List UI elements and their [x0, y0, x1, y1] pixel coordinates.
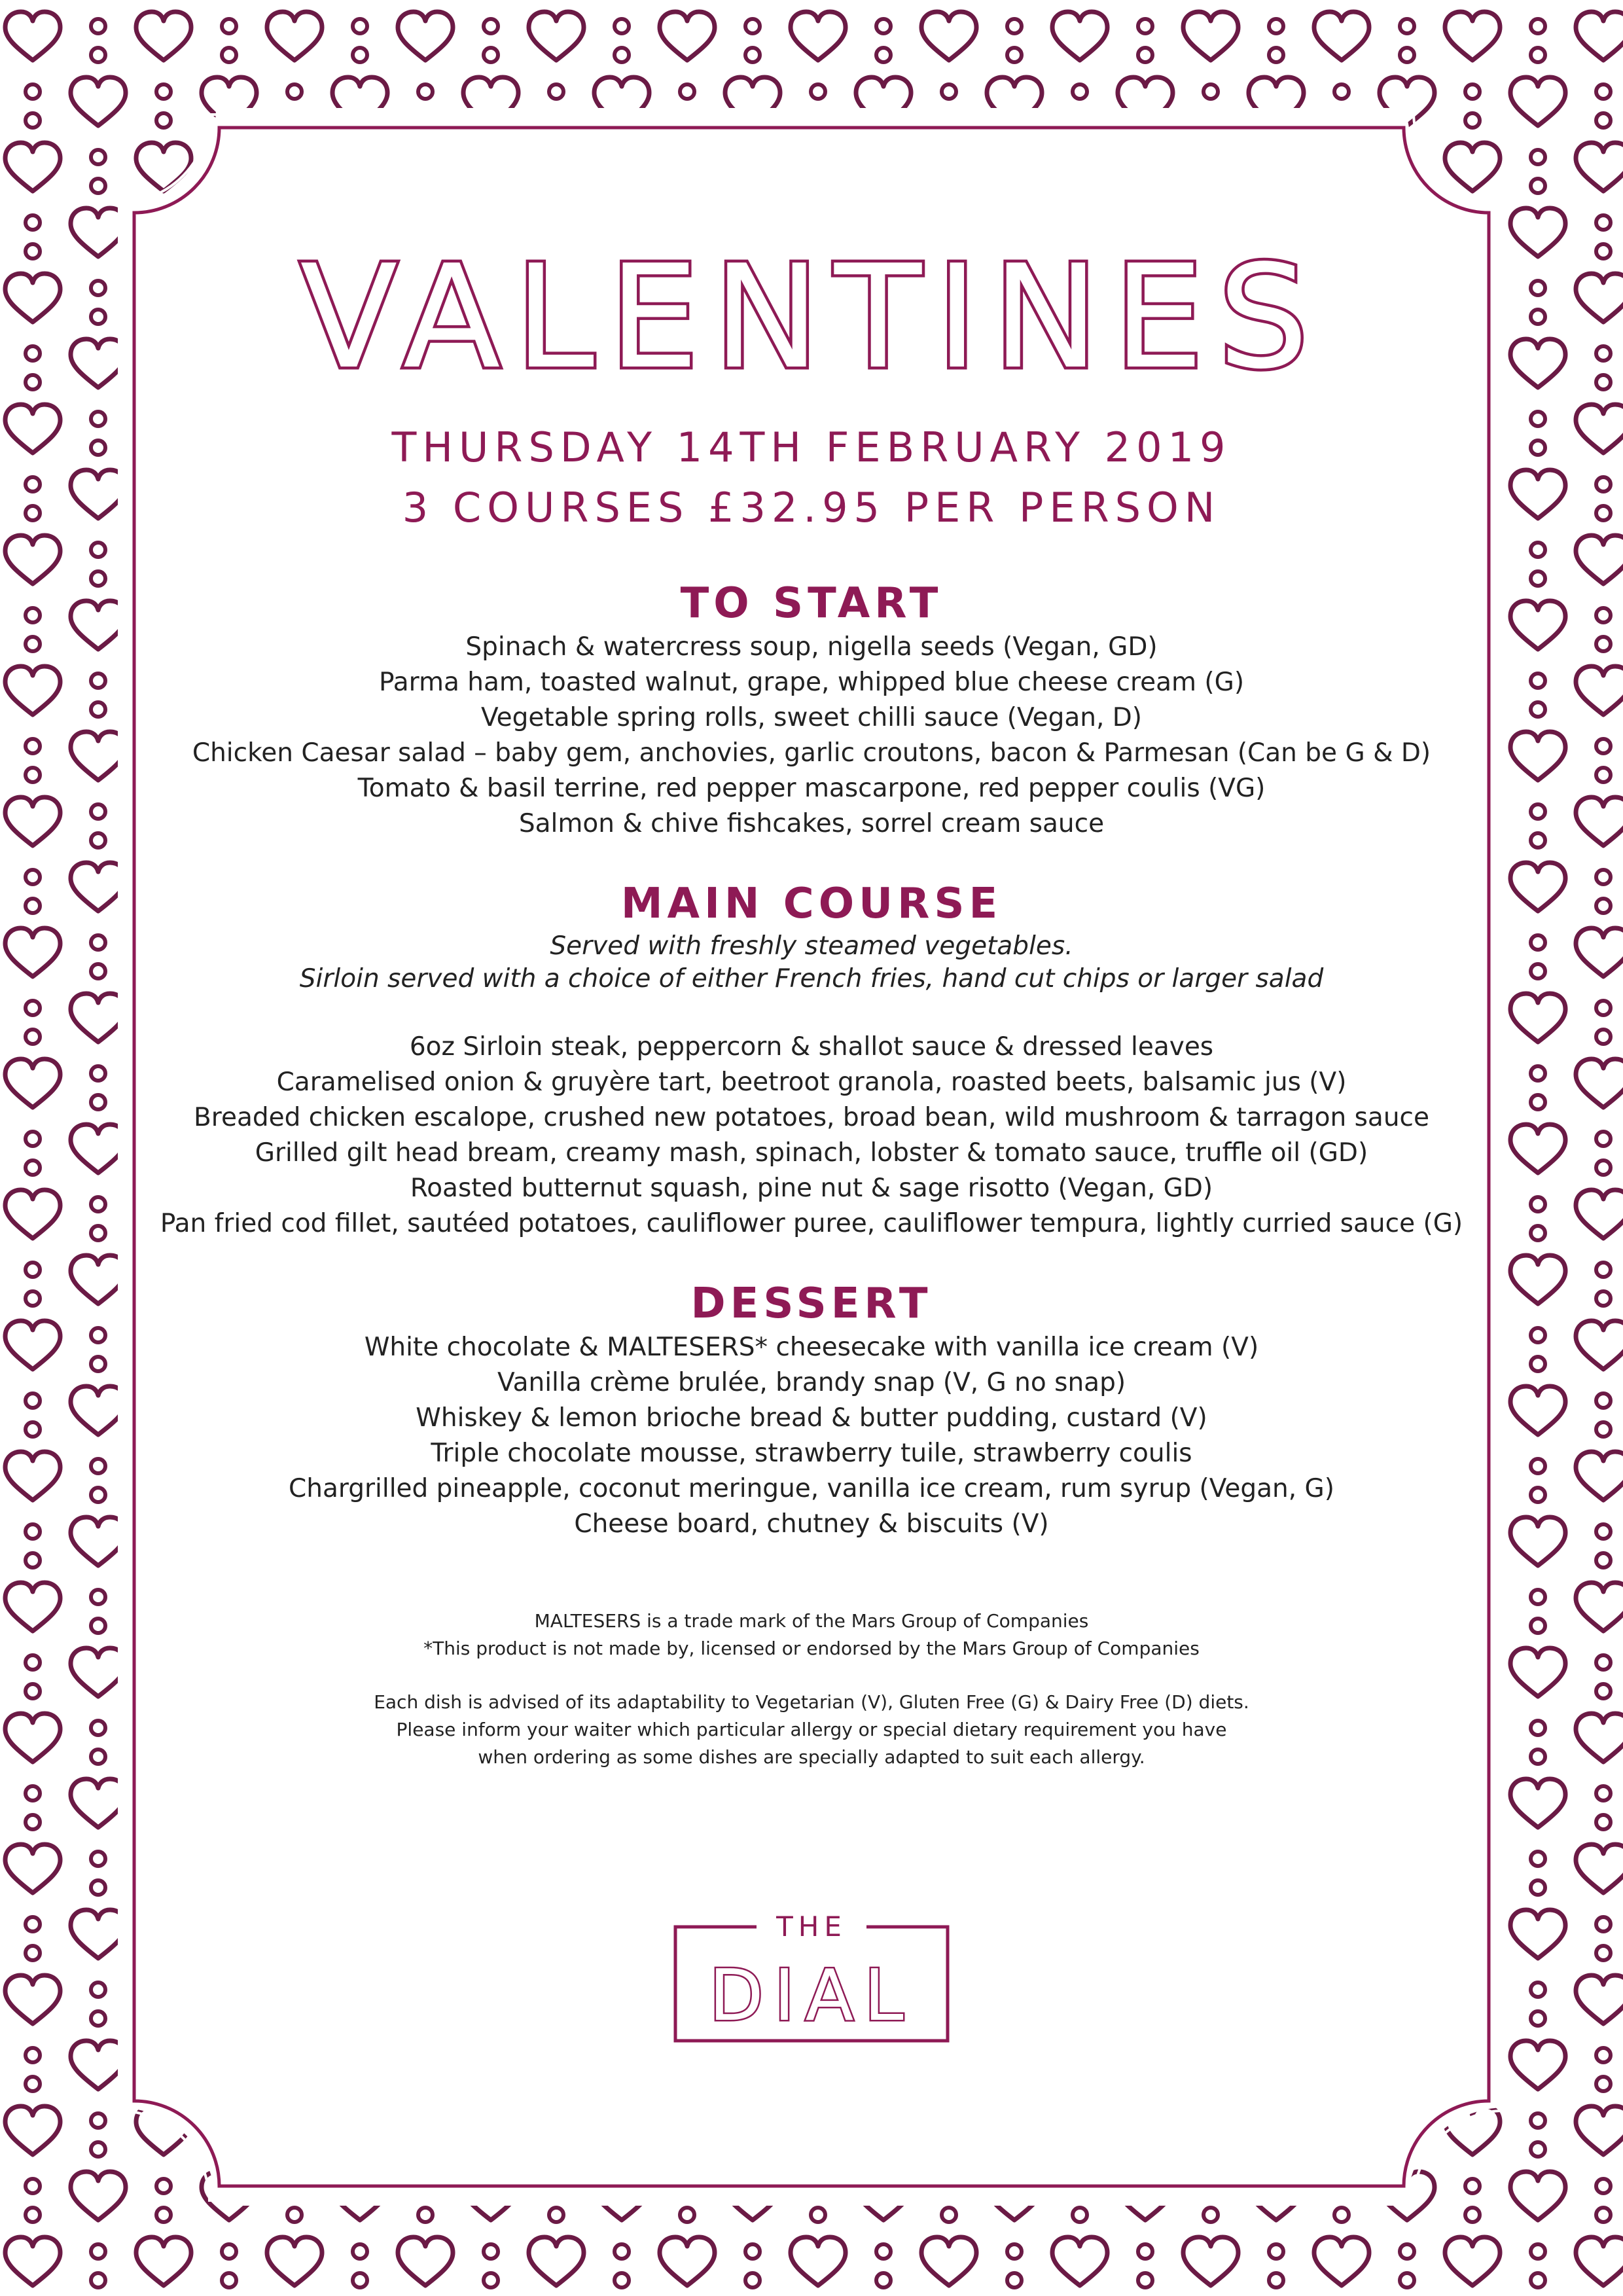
trademark-line: *This product is not made by, licensed or endorsed by the Mars Group of Companies: [423, 1638, 1200, 1659]
trademark-line: MALTESERS is a trade mark of the Mars Group of Companies: [534, 1610, 1089, 1632]
main-item: Caramelised onion & gruyère tart, beetroot granola, roasted beets, balsamic jus (V): [276, 1067, 1347, 1097]
logo-dial: DIAL: [709, 1955, 914, 2037]
starters-heading: TO START: [680, 579, 943, 628]
main-item: Pan fried cod fillet, sautéed potatoes, cauliflower puree, cauliflower tempura, lightly curried sauce (G): [160, 1209, 1463, 1238]
title-graphic: [255, 242, 1368, 393]
starter-item: Chicken Caesar salad – baby gem, anchovies, garlic croutons, bacon & Parmesan (Can be G & D): [192, 738, 1431, 768]
mains-heading: MAIN COURSE: [620, 880, 1003, 928]
starter-item: Spinach & watercress soup, nigella seeds (Vegan, GD): [465, 632, 1158, 662]
the-dial-logo: [673, 1911, 950, 2043]
desserts-heading: DESSERT: [690, 1280, 933, 1328]
trademark-notice: [131, 1607, 1492, 1662]
starter-item: Parma ham, toasted walnut, grape, whipped blue cheese cream (G): [378, 668, 1245, 697]
dietary-notice: [131, 1689, 1492, 1771]
starter-item: Salmon & chive fishcakes, sorrel cream sauce: [518, 809, 1105, 838]
desserts-section: [131, 1278, 1492, 1542]
dessert-item: Vanilla crème brulée, brandy snap (V, G no snap): [497, 1368, 1126, 1397]
starters-section: [131, 577, 1492, 842]
main-item: Grilled gilt head bream, creamy mash, spinach, lobster & tomato sauce, truffle oil (GD): [255, 1138, 1368, 1168]
dessert-item: Whiskey & lemon brioche bread & butter pudding, custard (V): [416, 1403, 1207, 1433]
event-date: THURSDAY 14TH FEBRUARY 2019: [391, 423, 1232, 471]
menu-content: [131, 242, 1492, 1771]
starter-item: Vegetable spring rolls, sweet chilli sauce (Vegan, D): [480, 703, 1143, 732]
logo-the: THE: [776, 1911, 847, 1943]
mains-note: Sirloin served with a choice of either French fries, hand cut chips or larger salad: [299, 964, 1324, 994]
dietary-line: Please inform your waiter which particular allergy or special dietary requirement you have: [396, 1719, 1227, 1740]
main-item: 6oz Sirloin steak, peppercorn & shallot sauce & dressed leaves: [409, 1032, 1214, 1062]
price-line: 3 COURSES £32.95 PER PERSON: [402, 484, 1221, 531]
starter-item: Tomato & basil terrine, red pepper mascarpone, red pepper coulis (VG): [357, 774, 1266, 803]
dessert-item: Triple chocolate mousse, strawberry tuile, strawberry coulis: [431, 1439, 1192, 1468]
title-text: VALENTINES: [300, 242, 1323, 393]
mains-note: Served with freshly steamed vegetables.: [550, 931, 1073, 961]
dessert-item: Cheese board, chutney & biscuits (V): [574, 1509, 1049, 1539]
dietary-line: when ordering as some dishes are specially adapted to suit each allergy.: [478, 1746, 1145, 1768]
menu-title: [131, 242, 1492, 393]
main-item: Breaded chicken escalope, crushed new potatoes, broad bean, wild mushroom & tarragon sauce: [194, 1103, 1429, 1132]
dessert-item: Chargrilled pineapple, coconut meringue, vanilla ice cream, rum syrup (Vegan, G): [289, 1474, 1334, 1503]
main-item: Roasted butternut squash, pine nut & sage risotto (Vegan, GD): [410, 1174, 1213, 1203]
mains-section: [131, 878, 1492, 1242]
dietary-line: Each dish is advised of its adaptability to Vegetarian (V), Gluten Free (G) & Dairy Free (D) diets.: [374, 1691, 1249, 1713]
dessert-item: White chocolate & MALTESERS* cheesecake with vanilla ice cream (V): [364, 1333, 1259, 1362]
